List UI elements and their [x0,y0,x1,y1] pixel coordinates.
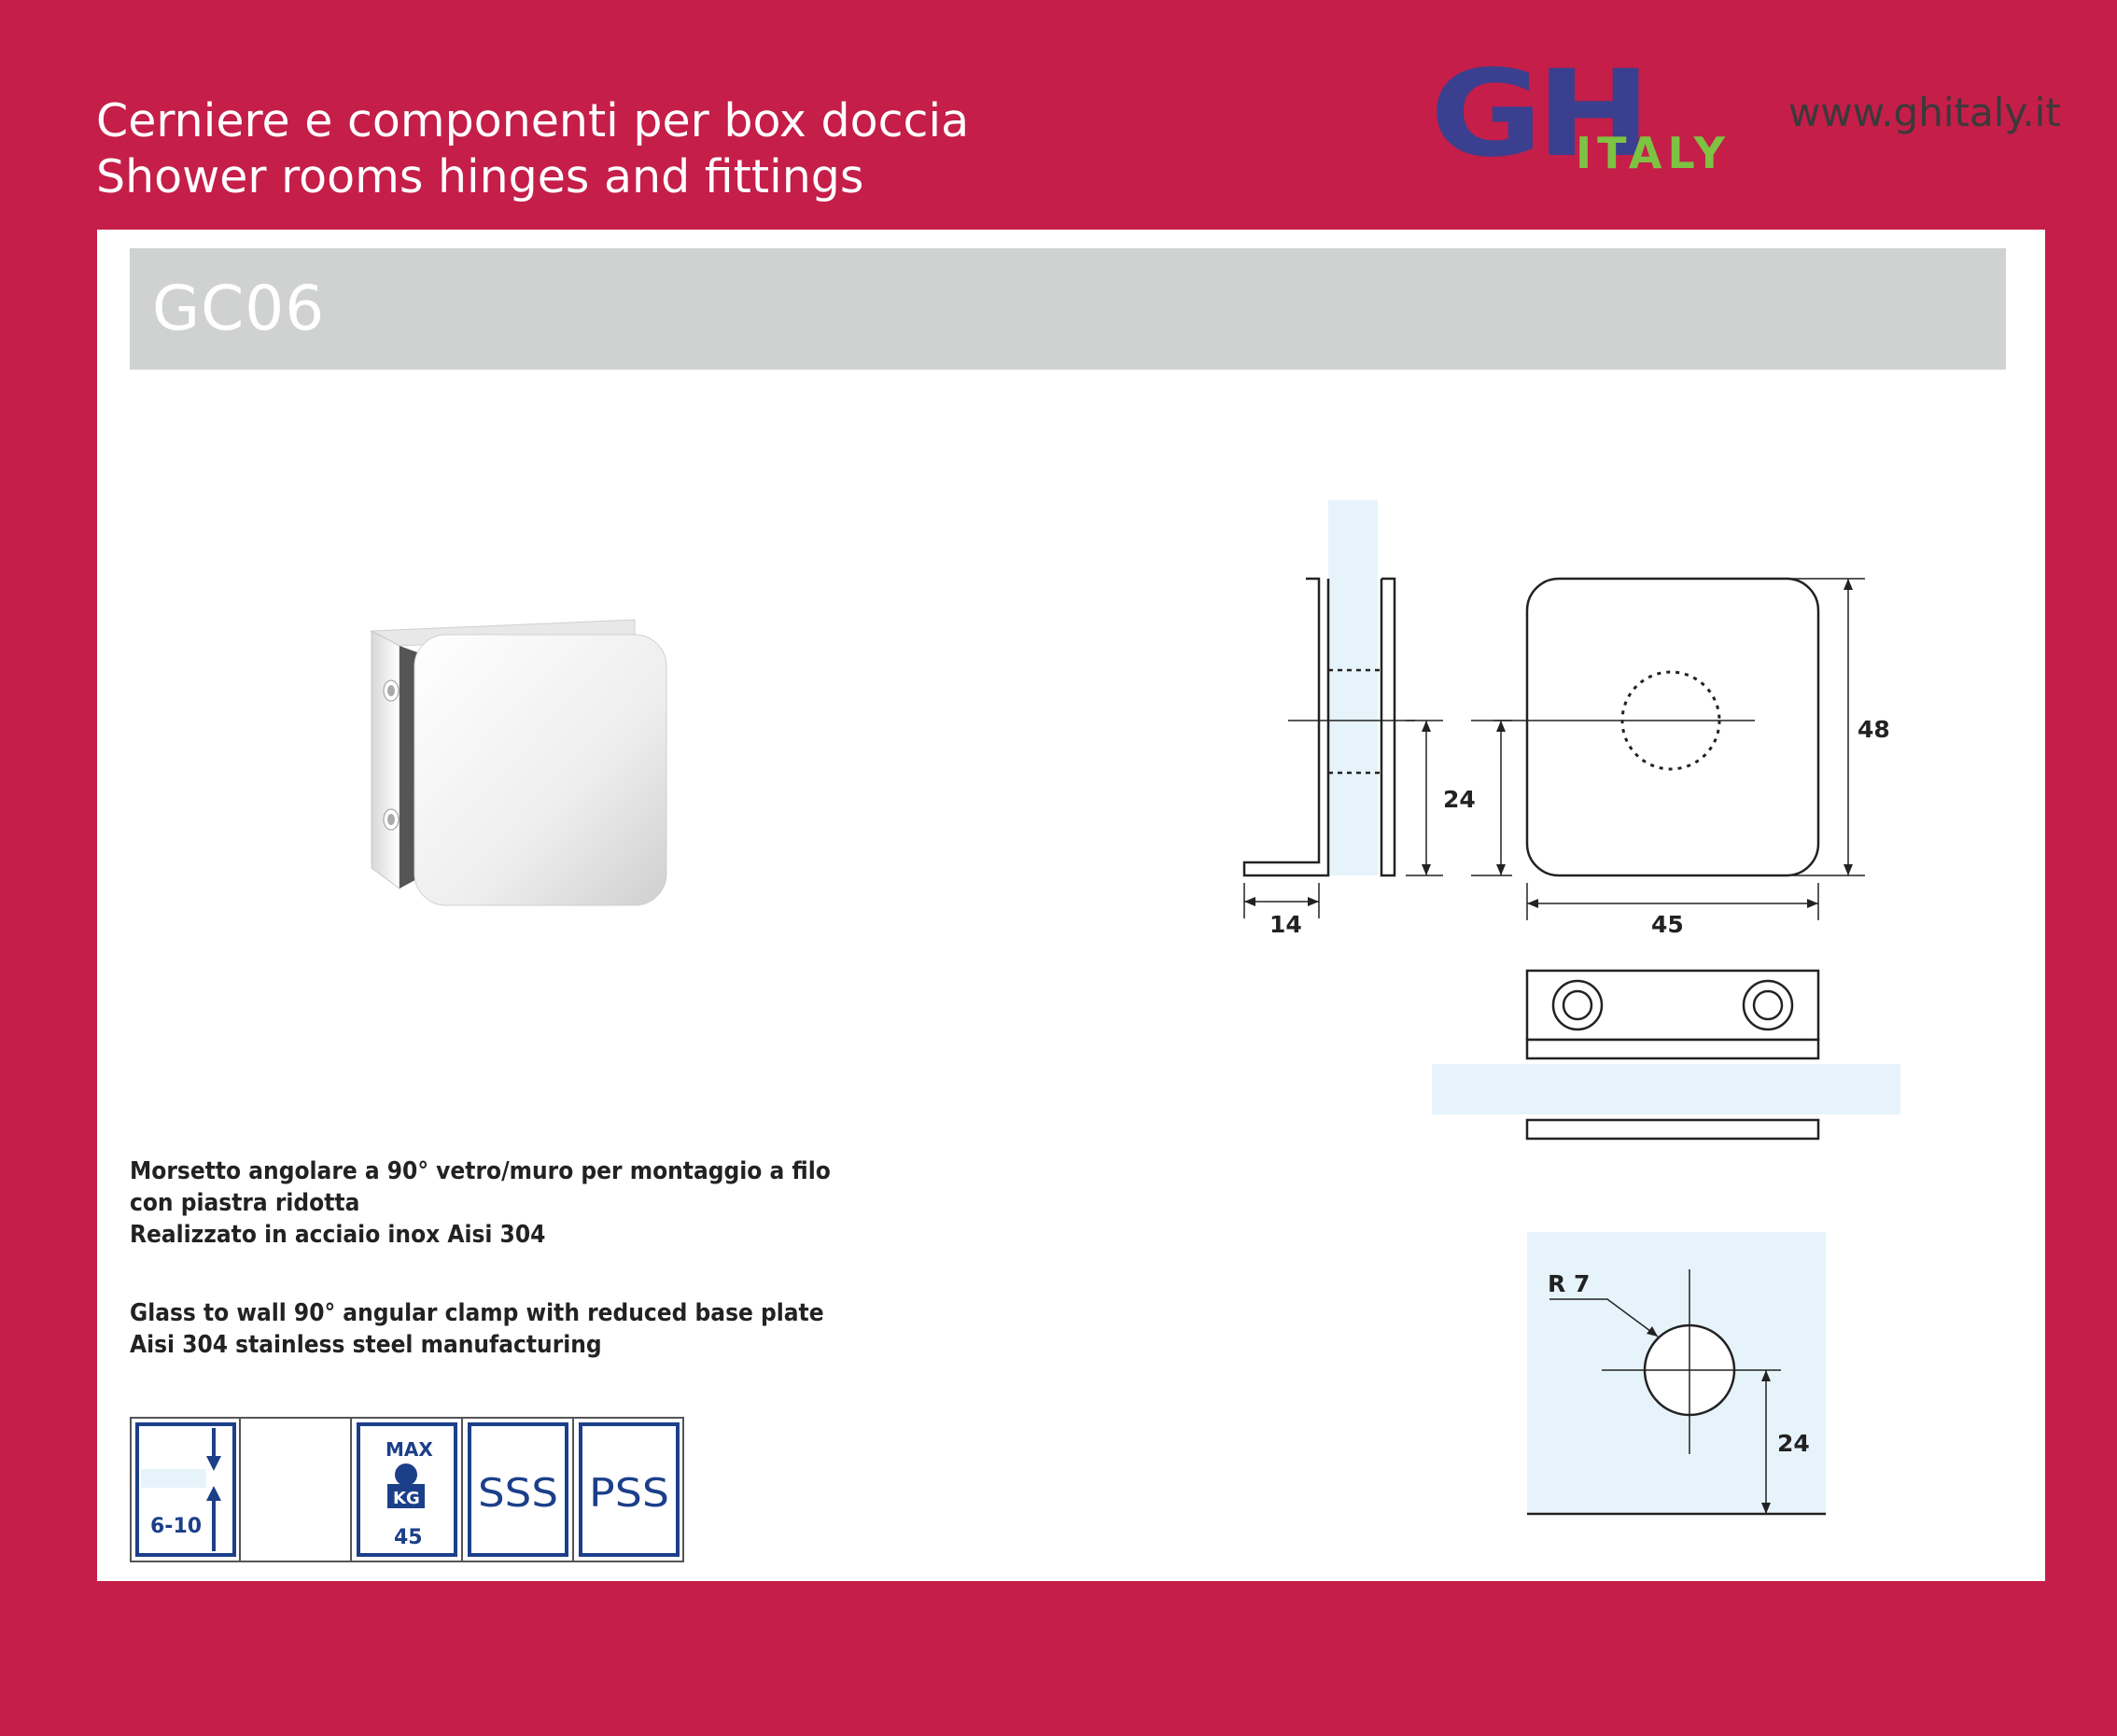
max-label: MAX [386,1438,433,1461]
description-line: Morsetto angolare a 90° vetro/muro per montaggio a filo [130,1157,831,1185]
technical-drawing [1195,467,2035,1559]
description-line: Glass to wall 90° angular clamp with reduced base plate [130,1299,824,1327]
description-line: Aisi 304 stainless steel manufacturing [130,1331,602,1359]
kg-label: KG [393,1489,420,1508]
max-weight-value: 45 [394,1526,423,1549]
dimension-45: 45 [1651,911,1684,938]
title-italian: Cerniere e componenti per box doccia [96,94,970,147]
description-line: Realizzato in acciaio inox Aisi 304 [130,1221,546,1249]
weight-icon [395,1463,417,1486]
dimension-24-hole: 24 [1777,1430,1810,1457]
feature-icons [130,1417,684,1562]
gh-italy-logo [1428,54,1764,175]
dimension-24-side: 24 [1443,786,1476,813]
product-code: GC06 [152,273,326,344]
header-title [96,93,969,205]
website-link[interactable]: www.ghitaly.it [1788,90,2061,135]
dimension-14: 14 [1269,911,1302,938]
description-line: con piastra ridotta [130,1189,360,1217]
description-english [130,1297,824,1361]
product-photo [355,597,709,915]
dimension-48: 48 [1858,716,1890,743]
glass-thickness-value: 6-10 [150,1515,203,1538]
logo-main-text: GH [1430,54,1645,175]
logo-sub-text: ITALY [1576,128,1731,175]
finish-pss-label: PSS [589,1470,669,1516]
title-english: Shower rooms hinges and fittings [96,150,864,203]
finish-sss-label: SSS [478,1470,558,1516]
product-code-bar [130,248,2006,370]
description-italian [130,1155,831,1251]
radius-label: R 7 [1548,1270,1591,1297]
